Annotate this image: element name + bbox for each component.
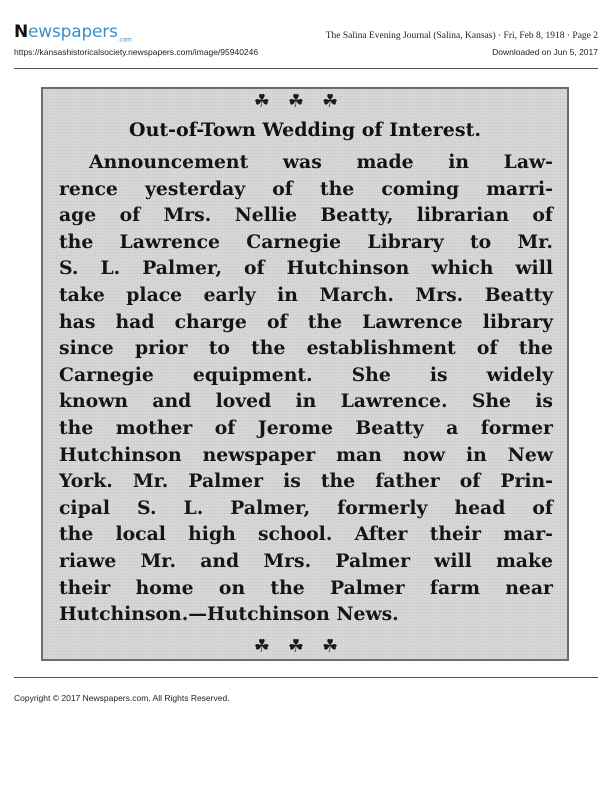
clover-ornament-top: ☘☘☘ bbox=[253, 91, 357, 111]
article-body bbox=[59, 149, 553, 628]
article-headline: Out-of-Town Wedding of Interest. bbox=[129, 119, 481, 141]
article-line: Carnegie equipment. She is widely bbox=[59, 363, 553, 386]
article-line: cipal S. L. Palmer, formerly head of bbox=[59, 496, 553, 519]
article-line: has had charge of the Lawrence library bbox=[59, 310, 553, 333]
newspapers-logo[interactable] bbox=[14, 22, 132, 43]
article-line: the mother of Jerome Beatty a former bbox=[59, 416, 553, 439]
article-line: known and loved in Lawrence. She is bbox=[59, 390, 553, 413]
article-line: their home on the Palmer farm near bbox=[59, 576, 553, 599]
article-line: age of Mrs. Nellie Beatty, librarian of bbox=[59, 204, 553, 227]
article-line: Announcement was made in Law- bbox=[89, 151, 553, 173]
article-line: take place early in March. Mrs. Beatty bbox=[59, 283, 553, 306]
article-line: the local high school. After their mar- bbox=[59, 523, 553, 546]
logo-suffix: .com bbox=[117, 36, 132, 44]
logo-text: ewspapers bbox=[28, 22, 118, 42]
article-line: rence yesterday of the coming marri- bbox=[59, 177, 553, 200]
article-line: since prior to the establishment of the bbox=[59, 337, 553, 360]
article-line: York. Mr. Palmer is the father of Prin- bbox=[59, 470, 553, 493]
image-url[interactable]: https://kansashistoricalsociety.newspapers.com/image/95940246 bbox=[14, 47, 259, 57]
article-line: the Lawrence Carnegie Library to Mr. bbox=[59, 230, 553, 253]
newspaper-clipping bbox=[41, 87, 569, 661]
footer-divider bbox=[14, 677, 598, 678]
logo-letter: N bbox=[14, 22, 29, 42]
source-citation: The Salina Evening Journal (Salina, Kansas) · Fri, Feb 8, 1918 · Page 2 bbox=[325, 31, 598, 41]
header-divider bbox=[14, 68, 598, 69]
copyright-notice: Copyright © 2017 Newspapers.com. All Rights Reserved. bbox=[14, 693, 230, 703]
article-line: Hutchinson newspaper man now in New bbox=[59, 443, 553, 466]
clover-ornament-bottom: ☘☘☘ bbox=[253, 636, 357, 656]
download-date: Downloaded on Jun 5, 2017 bbox=[492, 47, 598, 57]
article-line: S. L. Palmer, of Hutchinson which will bbox=[59, 257, 553, 280]
article-line: riawe Mr. and Mrs. Palmer will make bbox=[59, 549, 553, 572]
article-line: Hutchinson.—Hutchinson News. bbox=[59, 603, 399, 626]
